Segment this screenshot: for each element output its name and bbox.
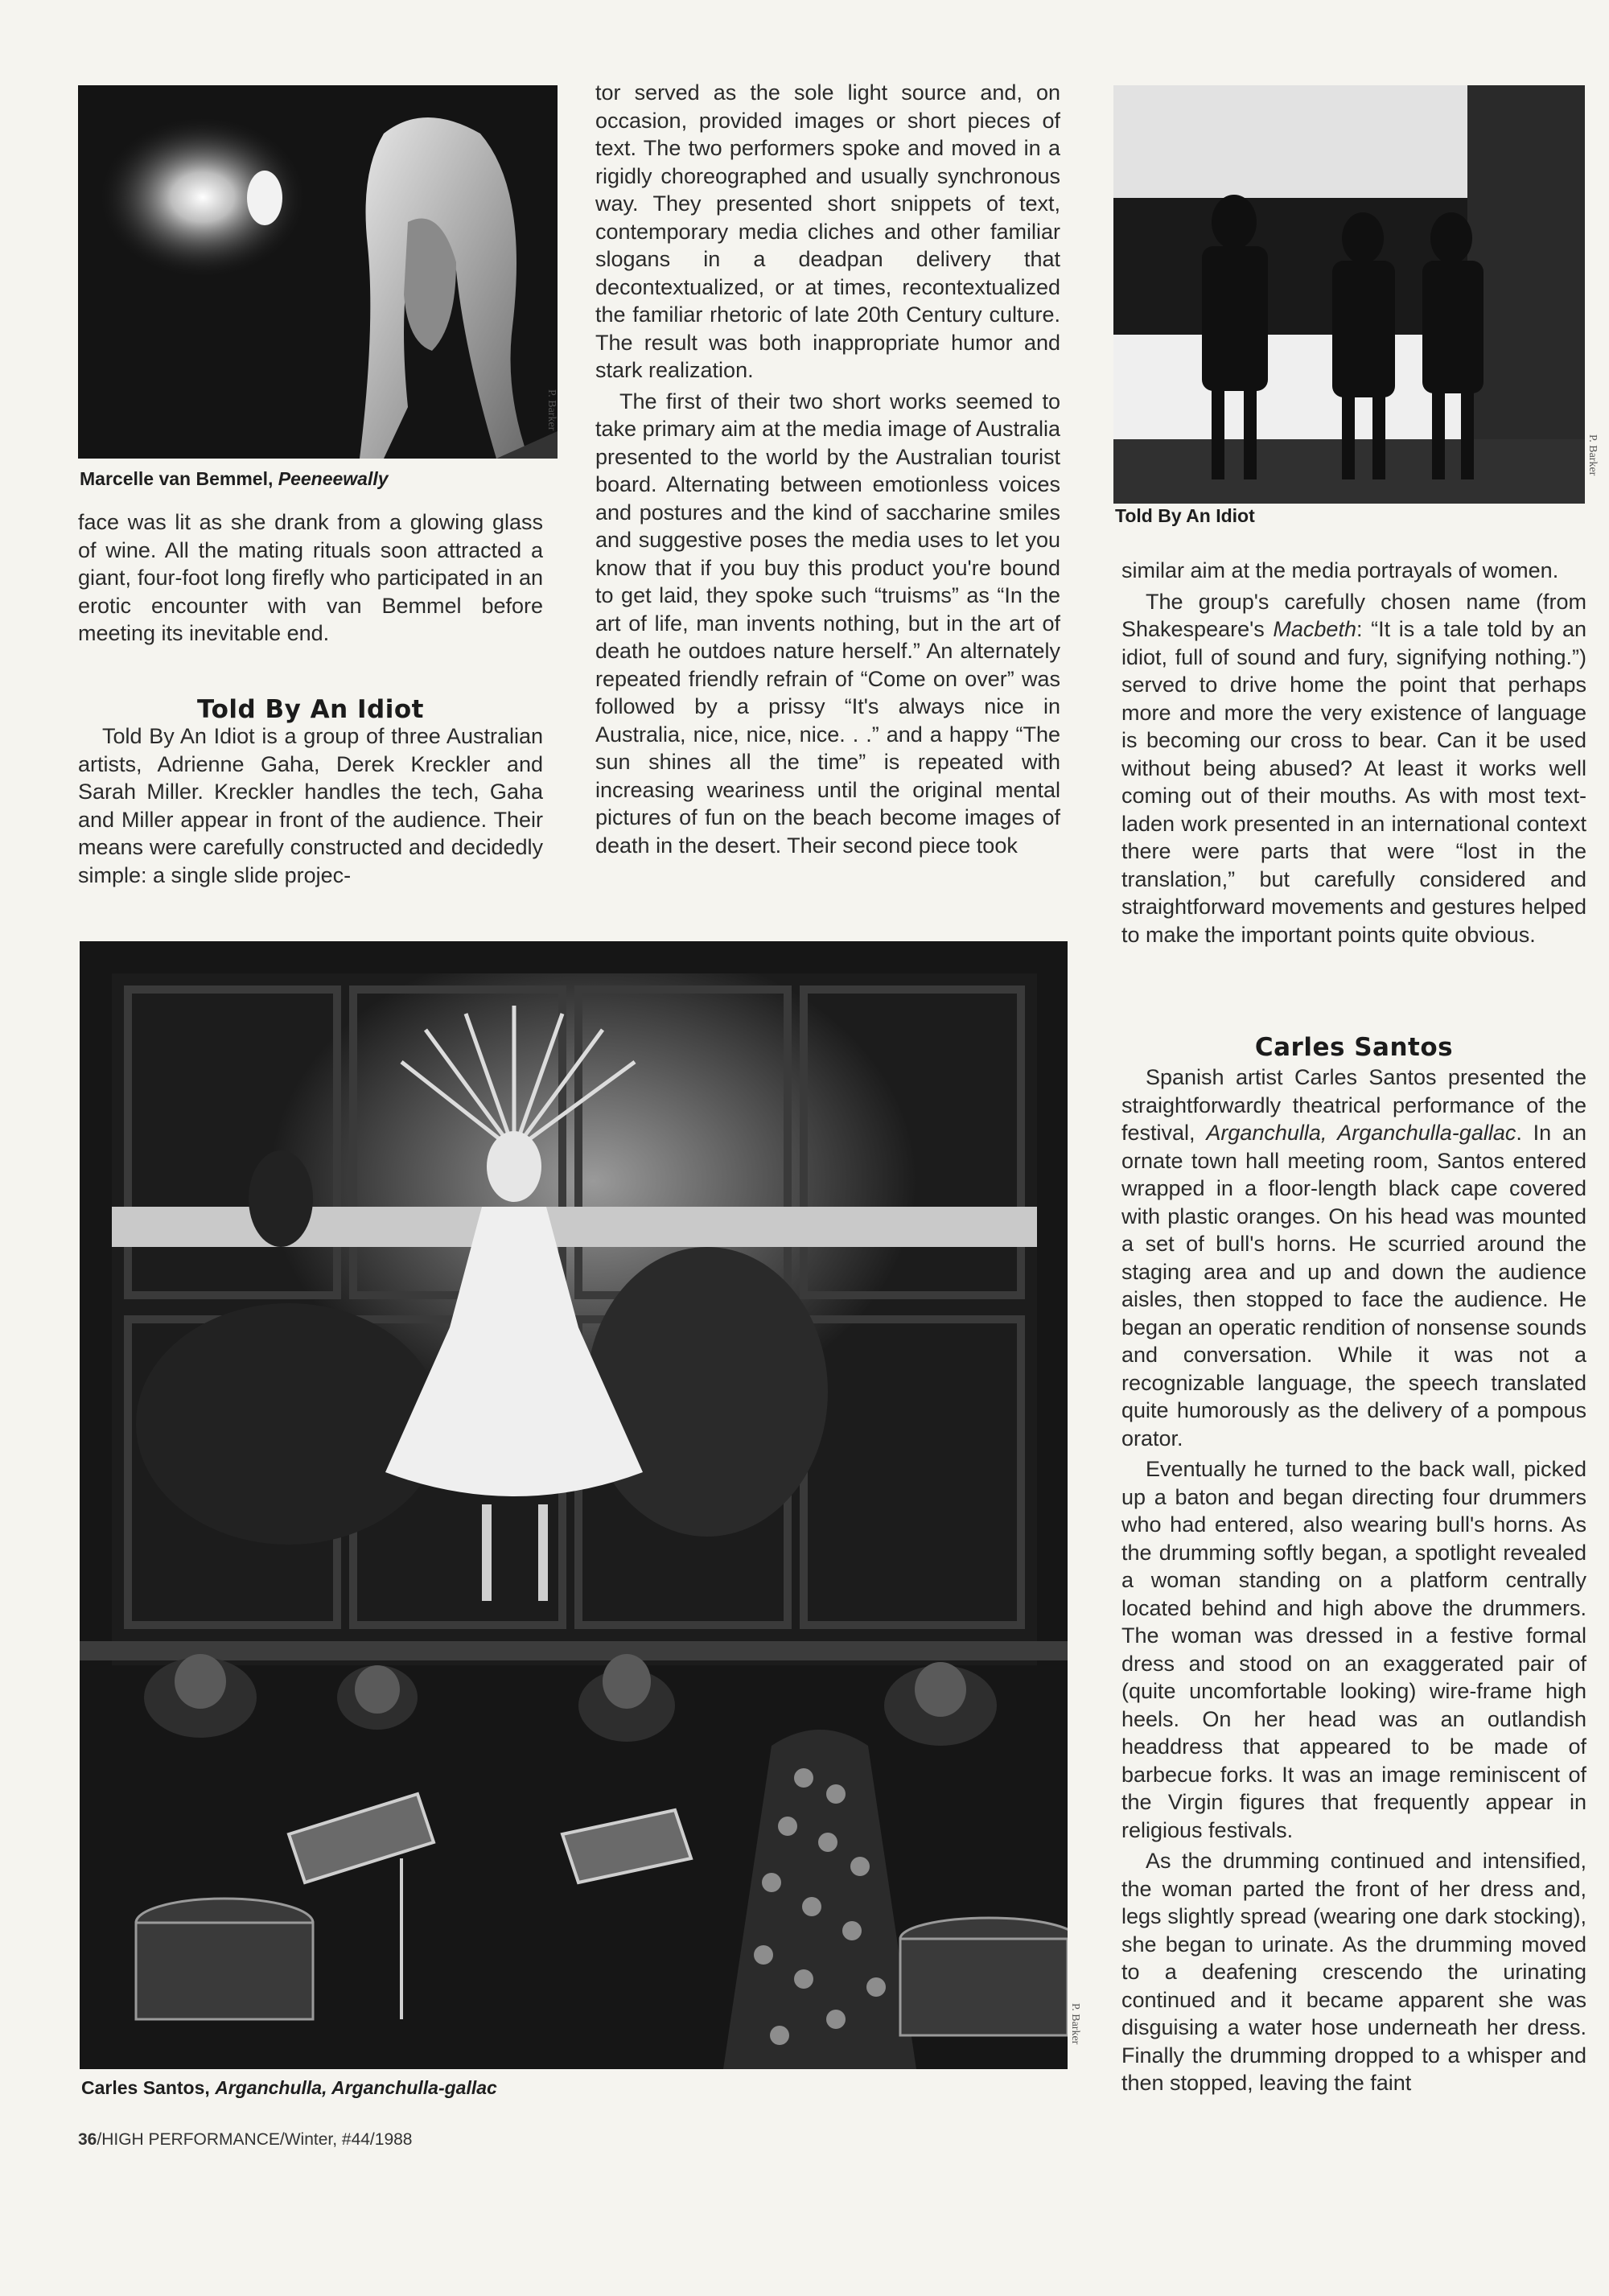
text-run: Spanish artist Carles Santos presented the straightforwardly theatrical performance of the festival, xyxy=(1121,1065,1586,1145)
caption-artist: Marcelle van Bemmel, xyxy=(80,468,274,489)
caption-marcelle xyxy=(80,467,389,490)
photo-credit: P. Barker xyxy=(1586,434,1599,476)
text-run-title: Arganchulla, Arganchulla-gallac xyxy=(1206,1121,1516,1145)
caption-artist: Carles Santos, xyxy=(81,2077,210,2098)
column-1-text-lower xyxy=(78,722,543,889)
page-footer xyxy=(78,2130,412,2150)
paragraph: The first of their two short works seemed to take primary aim at the media image of Australia presented to the world by the Australian tourist board. Alternating between emotionless voices and postures and the kind of saccharine smiles and suggestive poses the media uses to let you know that if you buy this product you're bound to get laid, they spoke such “truisms” as “In the art of life, man invents nothing, but in the art of death he outdoes nature herself.” An alternately repeated friendly refrain of “Come on over” was followed by a prissy “It's always nice in Australia, nice, nice, nice. . .” and a happy “The sun shines all the time” is repeated with increasing weariness until the original mental pictures of fun on the beach become images of death in the desert. Their second piece took xyxy=(595,389,1060,858)
column-3-text-lower xyxy=(1121,1064,1586,2097)
column-1-text xyxy=(78,508,543,648)
column-2-text xyxy=(595,79,1060,859)
paragraph xyxy=(1121,1064,1586,1452)
paragraph: As the drumming continued and intensified, the woman parted the front of her dress and, legs slightly spread (wearing one dark stocking), she began to urinate. As the drumming moved to a deafening crescendo the urinating continued and it became apparent she was disguising a water hose underneath her dress. Finally the drumming dropped to a whisper and then stopped, leaving the faint xyxy=(1121,1849,1586,2095)
caption-carles-santos xyxy=(81,2076,497,2099)
photo-told-by-an-idiot xyxy=(1113,85,1585,504)
photo-credit: P. Barker xyxy=(1069,2003,1081,2045)
text-run-title: Macbeth xyxy=(1273,617,1356,641)
column-3-text xyxy=(1121,557,1586,948)
paragraph: face was lit as she drank from a glowing glass of wine. All the mating rituals soon attracted a giant, four-foot long firefly who participated in an erotic encounter with van Bemmel before meeting its inevitable end. xyxy=(78,510,543,645)
paragraph: Eventually he turned to the back wall, picked up a baton and began directing four drummers who had entered, also wearing bull's horns. As the drumming softly began, a spotlight revealed a woman standing on a platform centrally located behind and high above the drummers. The woman was dressed in a festive formal dress and stood on an exaggerated pair of (quite uncomfortable looking) wire-frame high heels. On her head was an outlandish headdress that appeared to be made of barbecue forks. It was an image reminiscent of the Virgin figures that frequently appear in religious festivals. xyxy=(1121,1457,1586,1842)
photo-marcelle-van-bemmel xyxy=(78,85,558,459)
paragraph: similar aim at the media portrayals of women. xyxy=(1121,558,1559,582)
text-run: : “It is a tale told by an idiot, full of sound and fury, signifying nothing.”) served to drive home the point that perhaps more and more the very existence of language is becoming our cross to bear. Can it be used without being abused? At least it works well coming out of their mouths. As with most text-laden work presented in an international context there were parts that were “lost in the translation,” but carefully considered and straightforward movements and gestures helped to make the important points quite obvious. xyxy=(1121,617,1586,947)
caption-told-by-an-idiot: Told By An Idiot xyxy=(1115,505,1255,526)
caption-work-title: Arganchulla, Arganchulla-gallac xyxy=(215,2077,497,2098)
text-run: The group's carefully chosen name (from Shakespeare's xyxy=(1121,589,1586,641)
page-number: 36 xyxy=(78,2130,97,2149)
publication-info: /HIGH PERFORMANCE/Winter, #44/1988 xyxy=(97,2130,413,2149)
paragraph: tor served as the sole light source and, on occasion, provided images or short pieces of text. The two performers spoke and moved in a rigidly choreographed and usually synchronous way. They presented short snippets of text, contemporary media cliches and other familiar slogans in a deadpan delivery that decontextualized, or at times, recontextualized the familiar rhetoric of late 20th Century culture. The result was both inappropriate humor and stark realization. xyxy=(595,80,1060,382)
photo-carles-santos xyxy=(80,941,1068,2069)
section-heading-carles-santos: Carles Santos xyxy=(1254,1033,1454,1062)
section-heading-told-by-an-idiot: Told By An Idiot xyxy=(197,695,424,724)
text-run: . In an ornate town hall meeting room, Santos entered wrapped in a floor-length black cape covered with plastic oranges. On his head was mounted a set of bull's horns. He scurried around the staging area and up and down the audience aisles, then stopped to face the audience. He began an operatic rendition of nonsense sounds and conversation. While it was not a recognizable language, the speech translated quite humorously as the delivery of a pompous orator. xyxy=(1121,1121,1586,1450)
photo-credit: P. Barker xyxy=(545,389,558,431)
caption-work-title: Peeneewally xyxy=(278,468,389,489)
paragraph: Told By An Idiot is a group of three Australian artists, Adrienne Gaha, Derek Kreckler and Sarah Miller. Kreckler handles the tech, Gaha and Miller appear in front of the audience. Their means were carefully constructed and decidedly simple: a single slide projec- xyxy=(78,724,543,887)
paragraph xyxy=(1121,588,1586,949)
